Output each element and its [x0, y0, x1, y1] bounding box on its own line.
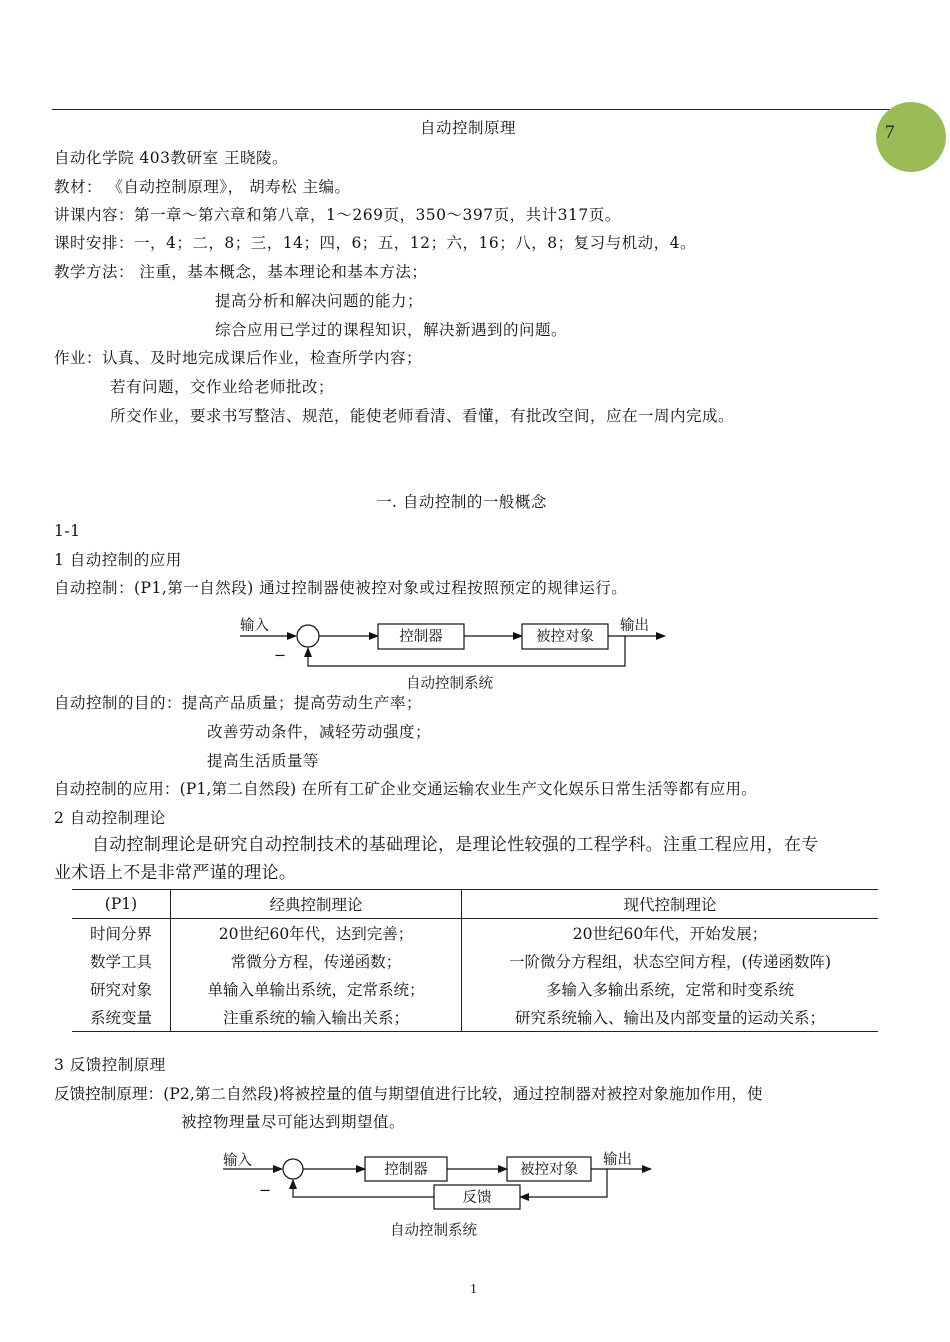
table-cell: 时间分界 [72, 919, 171, 948]
table-row [72, 947, 878, 975]
diagram-caption: 自动控制系统 [390, 1223, 477, 1239]
application-line: 自动控制的应用：(P1,第二自然段) 在所有工矿企业交通运输农业生产文化娱乐日常生活等都有应用。 [54, 780, 757, 798]
table-cell: 一阶微分方程组，状态空间方程，(传递函数阵) [508, 953, 832, 971]
section-heading: 一. 自动控制的一般概念 [376, 493, 547, 511]
intro-line: 作业：认真、及时地完成课后作业，检查所学内容； [54, 349, 423, 367]
table-cell: 研究系统输入、输出及内部变量的运动关系； [462, 1003, 879, 1032]
plant-label: 被控对象 [536, 629, 594, 645]
intro-line: 综合应用已学过的课程知识，解决新遇到的问题。 [215, 321, 568, 339]
theory-paragraph: 业术语上不是非常严谨的理论。 [54, 863, 297, 883]
block-diagram-open [230, 612, 680, 694]
table-cell: 常微分方程，传递函数； [171, 947, 462, 975]
minus-sign: − [259, 1183, 272, 1199]
purpose-line: 改善劳动条件，减轻劳动强度； [207, 723, 432, 741]
summing-junction [297, 625, 319, 647]
intro-line: 若有问题，交作业给老师批改； [110, 378, 335, 396]
intro-line: 教学方法： 注重，基本概念，基本理论和基本方法； [54, 263, 428, 281]
page-badge-number: 7 [885, 122, 895, 143]
table-cell: 单输入单输出系统，定常系统； [171, 975, 462, 1003]
table-header-row [72, 890, 878, 919]
output-label: 输出 [620, 618, 649, 634]
summing-junction [283, 1159, 303, 1179]
input-label: 输入 [240, 618, 269, 634]
page-number: 1 [470, 1282, 477, 1297]
feedback-definition: 被控物理量尽可能达到期望值。 [181, 1113, 406, 1131]
feedback-label: 反馈 [462, 1190, 492, 1206]
table-cell: 注重系统的输入输出关系； [171, 1003, 462, 1032]
table-header: 经典控制理论 [171, 890, 462, 919]
table-row [72, 919, 878, 948]
subheading: 3 反馈控制原理 [54, 1056, 166, 1074]
intro-line: 讲课内容：第一章～第六章和第八章，1～269页，350～397页，共计317页。 [54, 206, 621, 224]
minus-sign: − [274, 648, 287, 664]
comparison-table [72, 889, 878, 1032]
theory-paragraph: 自动控制理论是研究自动控制技术的基础理论，是理论性较强的工程学科。注重工程应用，在专 [92, 835, 819, 855]
intro-line: 课时安排：一，4；二，8；三，14；四，6；五，12；六，16；八，8；复习与机动，4。 [54, 234, 696, 252]
diagram-caption: 自动控制系统 [406, 676, 493, 692]
feedback-path-out [293, 1180, 434, 1197]
table-header: (P1) [72, 890, 171, 919]
table-cell: 数学工具 [72, 947, 171, 975]
table-row [72, 975, 878, 1003]
table-cell: 多输入多输出系统，定常和时变系统 [545, 981, 794, 999]
controller-label: 控制器 [399, 629, 443, 645]
feedback-definition: 反馈控制原理：(P2,第二自然段)将被控量的值与期望值进行比较，通过控制器对被控对象施加作用，使 [54, 1085, 763, 1103]
table-cell: 系统变量 [72, 1003, 171, 1032]
table-row [72, 1003, 878, 1032]
purpose-line: 自动控制的目的：提高产品质量；提高劳动生产率； [54, 694, 423, 712]
purpose-line: 提高生活质量等 [207, 752, 320, 770]
page-title: 自动控制原理 [420, 119, 517, 137]
definition: 自动控制：(P1,第一自然段) 通过控制器使被控对象或过程按照预定的规律运行。 [54, 579, 628, 597]
table-cell: 20世纪60年代，达到完善； [171, 919, 462, 948]
controller-label: 控制器 [384, 1162, 428, 1178]
table-cell: 研究对象 [72, 975, 171, 1003]
table-cell: 20世纪60年代，开始发展； [572, 925, 768, 943]
intro-line: 所交作业，要求书写整洁、规范，能使老师看清、看懂，有批改空间，应在一周内完成。 [110, 407, 735, 425]
output-label: 输出 [603, 1152, 632, 1168]
block-diagram-feedback [215, 1147, 665, 1242]
page-badge [876, 102, 946, 172]
input-label: 输入 [223, 1153, 252, 1169]
subheading: 2 自动控制理论 [54, 809, 166, 827]
subheading: 1 自动控制的应用 [54, 551, 182, 569]
header-rule [52, 109, 900, 110]
intro-line: 提高分析和解决问题的能力； [215, 292, 424, 310]
table-header: 现代控制理论 [462, 890, 879, 919]
intro-line: 自动化学院 403教研室 王晓陵。 [54, 149, 288, 167]
intro-line: 教材： 《自动控制原理》， 胡寿松 主编。 [54, 178, 351, 196]
section-number: 1-1 [54, 522, 81, 540]
plant-label: 被控对象 [520, 1162, 578, 1178]
